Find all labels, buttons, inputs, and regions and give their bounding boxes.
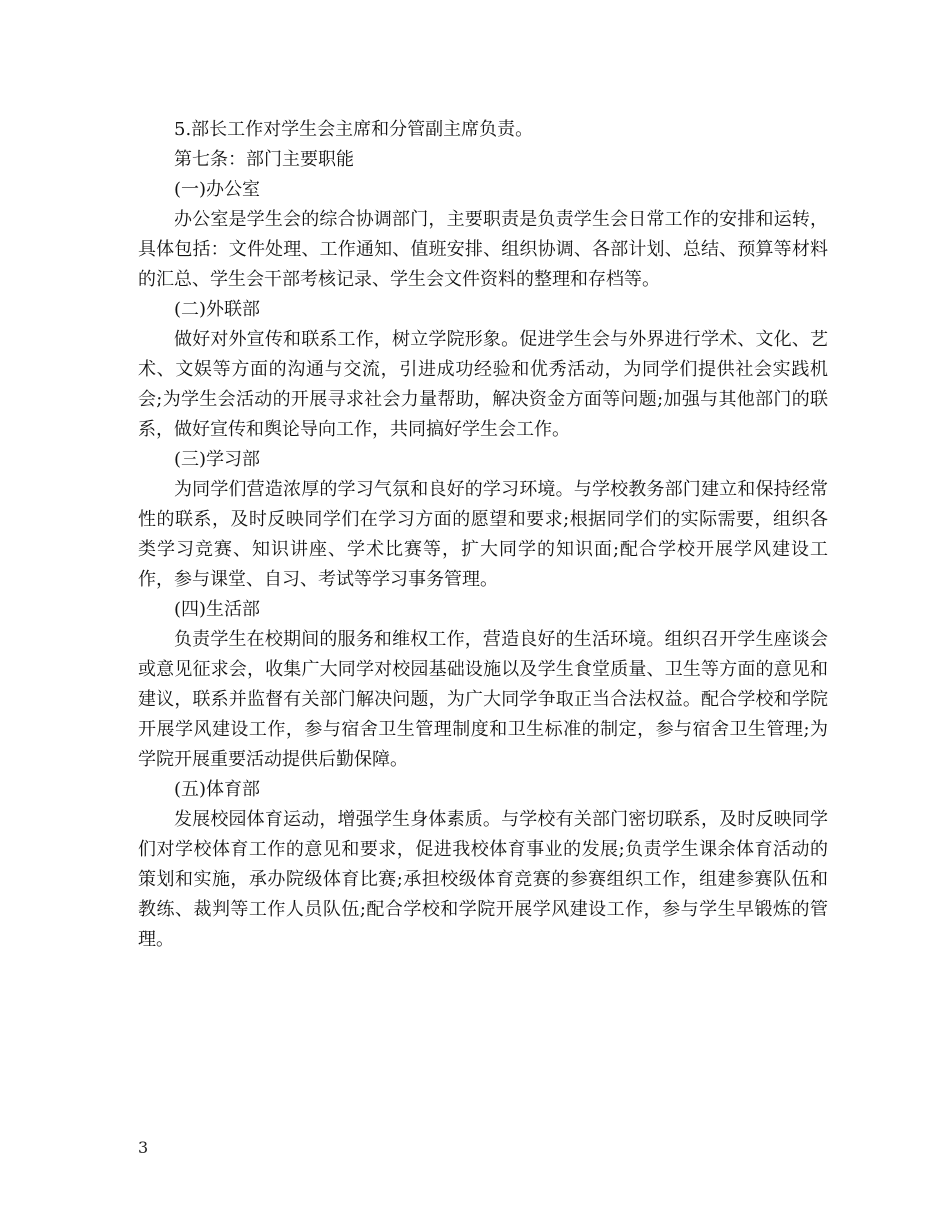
section-study-body: 为同学们营造浓厚的学习气氛和良好的学习环境。与学校教务部门建立和保持经常性的联系，及时反映同学们在学习方面的愿望和要求;根据同学们的实际需要，组织各类学习竞赛、知识讲座、学术比赛等，扩大同学的知识面;配合学校开展学风建设工作，参与课堂、自习、考试等学习事务管理。: [138, 479, 828, 590]
section-study-heading: (三)学习部: [174, 449, 261, 470]
section-external-heading: (二)外联部: [174, 299, 261, 320]
section-life-heading: (四)生活部: [174, 599, 261, 620]
page-number: 3: [138, 1138, 149, 1157]
section-office-body: 办公室是学生会的综合协调部门，主要职责是负责学生会日常工作的安排和运转，具体包括：文件处理、工作通知、值班安排、组织协调、各部计划、总结、预算等材料的汇总、学生会干部考核记录、学生会文件资料的整理和存档等。: [138, 209, 828, 290]
item-5: 5.部长工作对学生会主席和分管副主席负责。: [174, 119, 534, 140]
section-sports-body: 发展校园体育运动，增强学生身体素质。与学校有关部门密切联系，及时反映同学们对学校体育工作的意见和要求，促进我校体育事业的发展;负责学生课余体育活动的策划和实施，承办院级体育比赛;承担校级体育竞赛的参赛组织工作，组建参赛队伍和教练、裁判等工作人员队伍;配合学校和学院开展学风建设工作，参与学生早锻炼的管理。: [138, 809, 828, 950]
document-body: [138, 115, 828, 955]
section-external-body: 做好对外宣传和联系工作，树立学院形象。促进学生会与外界进行学术、文化、艺术、文娱等方面的沟通与交流，引进成功经验和优秀活动，为同学们提供社会实践机会;为学生会活动的开展寻求社会力量帮助，解决资金方面等问题;加强与其他部门的联系，做好宣传和舆论导向工作，共同搞好学生会工作。: [138, 329, 828, 440]
section-life-body: 负责学生在校期间的服务和维权工作，营造良好的生活环境。组织召开学生座谈会或意见征求会，收集广大同学对校园基础设施以及学生食堂质量、卫生等方面的意见和建议，联系并监督有关部门解决问题，为广大同学争取正当合法权益。配合学校和学院开展学风建设工作，参与宿舍卫生管理制度和卫生标准的制定，参与宿舍卫生管理;为学院开展重要活动提供后勤保障。: [138, 629, 828, 770]
article-7-heading: 第七条：部门主要职能: [174, 149, 354, 170]
section-sports-heading: (五)体育部: [174, 779, 261, 800]
section-office-heading: (一)办公室: [174, 179, 261, 200]
